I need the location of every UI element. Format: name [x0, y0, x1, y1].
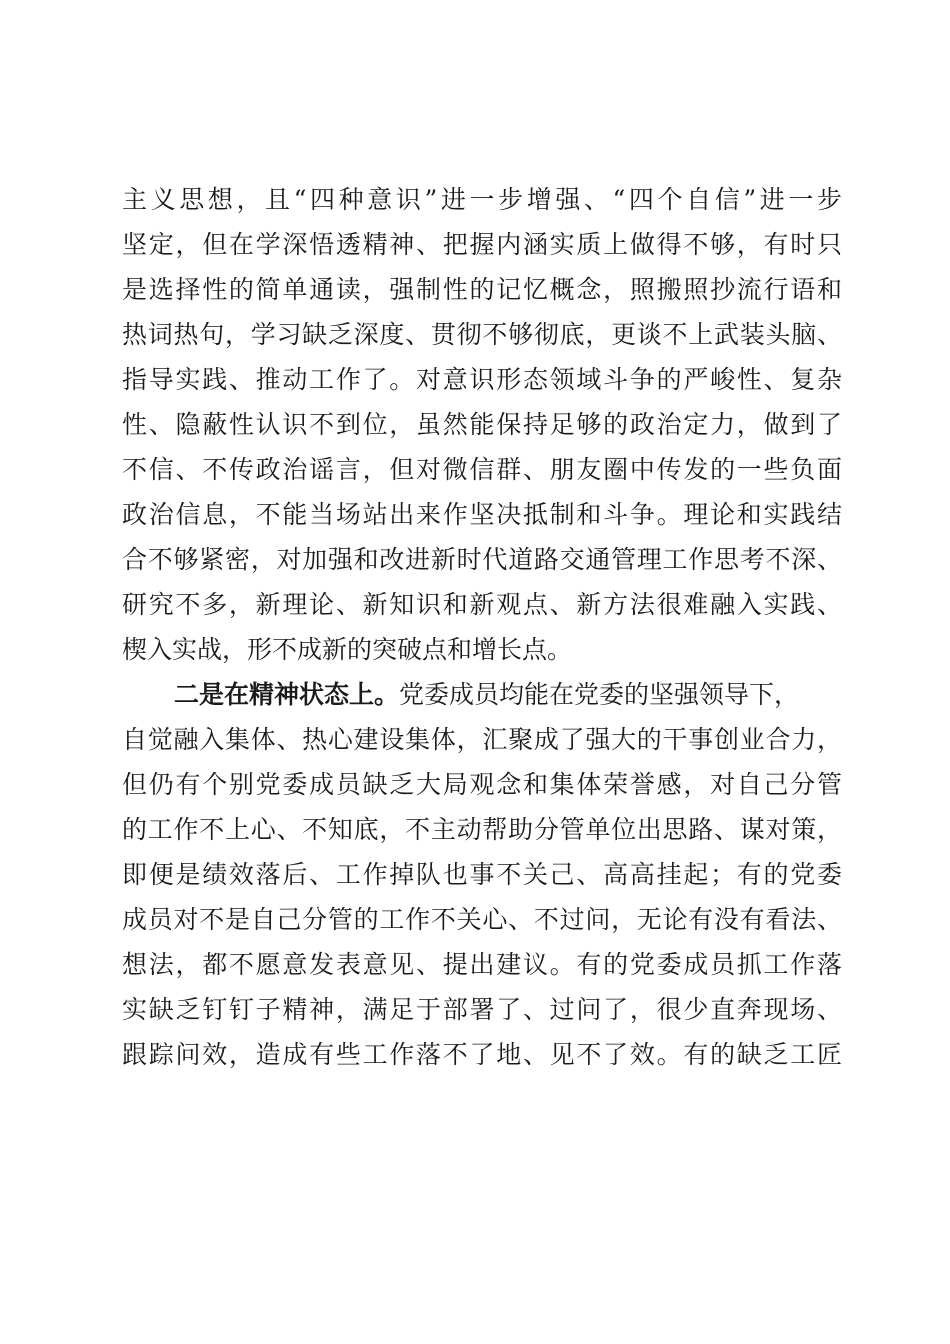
- text-line: 成员对不是自己分管的工作不关心、不过问，无论有没有看法、: [122, 905, 842, 934]
- text-line: 合不够紧密，对加强和改进新时代道路交通管理工作思考不深、: [122, 545, 842, 574]
- text-line: 研究不多，新理论、新知识和新观点、新方法很难融入实践、: [122, 590, 842, 619]
- text-line: 但仍有个别党委成员缺乏大局观念和集体荣誉感，对自己分管: [122, 770, 842, 799]
- text-line: 的工作不上心、不知底，不主动帮助分管单位出思路、谋对策，: [122, 815, 842, 844]
- text-line: 不信、不传政治谣言，但对微信群、朋友圈中传发的一些负面: [122, 455, 842, 484]
- text-line: 实缺乏钉钉子精神，满足于部署了、过问了，很少直奔现场、: [122, 995, 842, 1024]
- text-line: 指导实践、推动工作了。对意识形态领域斗争的严峻性、复杂: [122, 365, 842, 394]
- text-line: 政治信息，不能当场站出来作坚决抵制和斗争。理论和实践结: [122, 500, 842, 529]
- paragraph-lead-heading: 二是在精神状态上。: [174, 680, 400, 709]
- text-line: 想法，都不愿意发表意见、提出建议。有的党委成员抓工作落: [122, 950, 842, 979]
- text-line: 楔入实战，形不成新的突破点和增长点。: [122, 635, 573, 664]
- text-line: 主义思想，且“四种意识”进一步增强、“四个自信”进一步: [122, 185, 842, 214]
- text-line: 性、隐蔽性认识不到位，虽然能保持足够的政治定力，做到了: [122, 410, 842, 439]
- text-line: 热词热句，学习缺乏深度、贯彻不够彻底，更谈不上武装头脑、: [122, 320, 842, 349]
- text-line: 即便是绩效落后、工作掉队也事不关己、高高挂起；有的党委: [122, 860, 842, 889]
- paragraph-first-line: [174, 675, 800, 715]
- text-line: 坚定，但在学深悟透精神、把握内涵实质上做得不够，有时只: [122, 230, 842, 259]
- text-line: 跟踪问效，造成有些工作落不了地、见不了效。有的缺乏工匠: [122, 1040, 842, 1069]
- text-span: 党委成员均能在党委的坚强领导下，: [399, 680, 800, 709]
- text-line: 是选择性的简单通读，强制性的记忆概念，照搬照抄流行语和: [122, 275, 842, 304]
- text-line: 自觉融入集体、热心建设集体，汇聚成了强大的干事创业合力，: [122, 725, 842, 754]
